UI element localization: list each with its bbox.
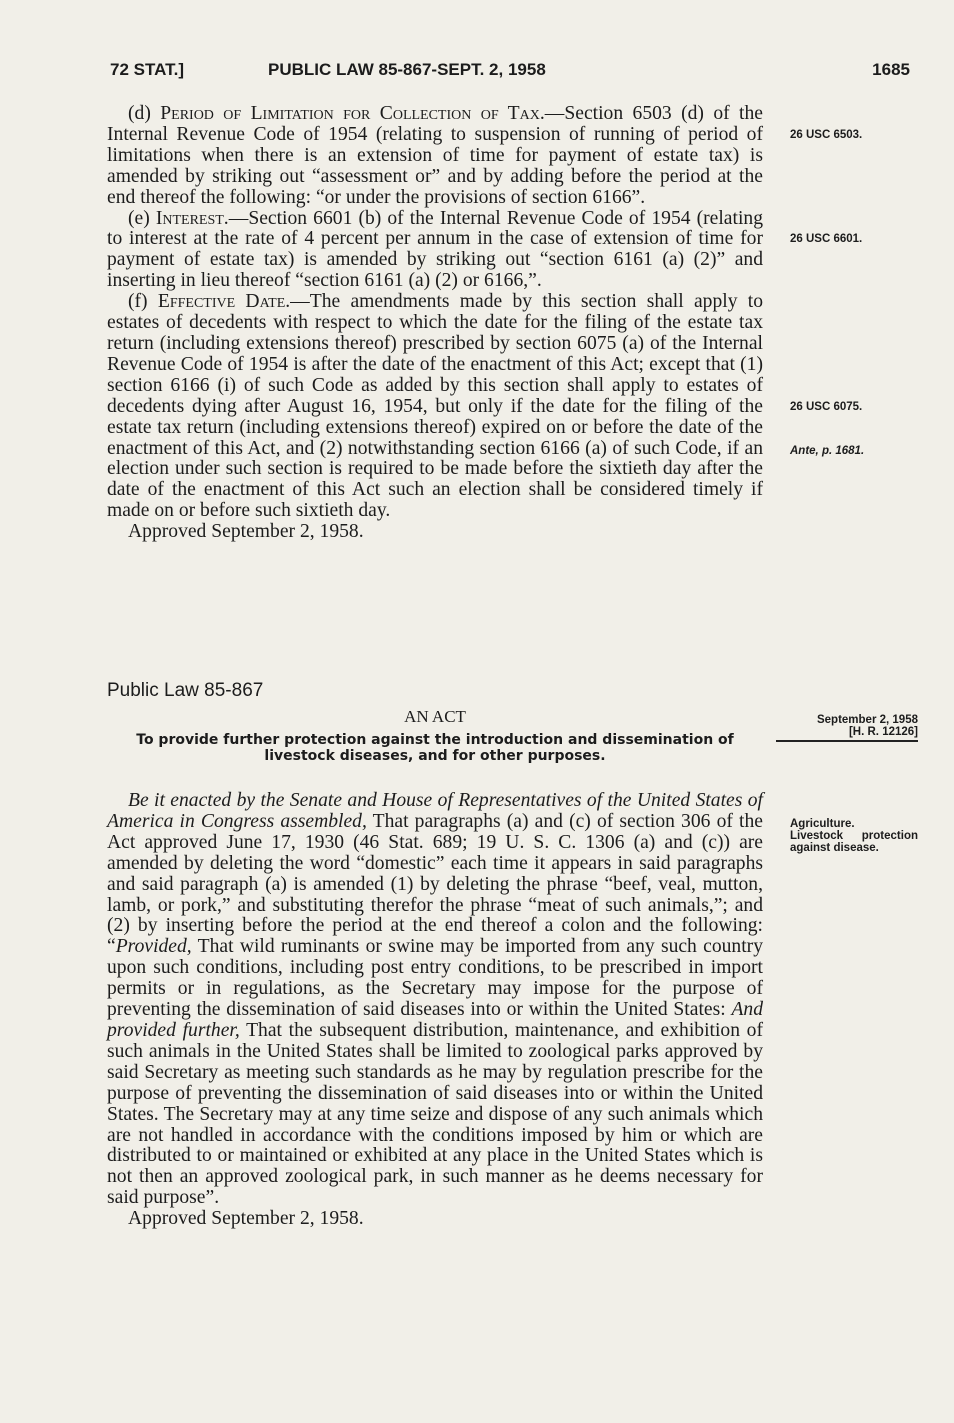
- section-f-heading: Effective Date.: [157, 291, 291, 313]
- enacting-paragraph: Be it enacted by the Senate and House of Representatives of the United States of America in Congress assembled, That paragraphs (a) and (c) of section 306 of the Act approved June 17, 1930 (46 Stat. 689; 19 U. S. C. 1306 (a) and (c)) are amended by deleting the word “domestic” each time it appears in said paragraphs and said paragraph (a) is amended (1) by deleting the phrase “beef, veal, mutton, lamb, or pork,” and substituting therefor the phrase “meat of such animals,”; and (2) by inserting before the period at the end thereof a colon and the following: “Provided, That wild ruminants or swine may be imported from any such country upon such conditions, including post entry conditions, to be prescribed in import permits or in regulations, as the Secretary may impose for the purpose of preventing the dissemination of said diseases into or within the United States: And provided further, That the subsequent distribution, maintenance, and exhibition of such animals in the United States shall be limited to zoological parks approved by said Secretary as meeting such standards as he may by regulation prescribe for the purpose of preventing the dissemination of said diseases into or within the United States. The Secretary may at any time seize and dispose of any such animals which are not handled in accordance with the conditions imposed by him or which are distributed to or maintained or exhibited at any place in the United States which is not then an approved zoological park, in such manner as he deems necessary for said purpose”.: [107, 790, 763, 1209]
- section-e-heading: Interest.: [155, 207, 229, 229]
- margin-note-agriculture: Agriculture. Livestock protection against disease.: [790, 818, 918, 854]
- margin-note-ante: Ante, p. 1681.: [790, 445, 865, 457]
- public-law-heading: Public Law 85-867: [107, 680, 264, 701]
- approval-line: Approved September 2, 1958.: [128, 1208, 364, 1230]
- bill-number: [H. R. 12126]: [848, 726, 918, 738]
- top-sections: [107, 104, 763, 543]
- running-title: PUBLIC LAW 85-867-SEPT. 2, 1958: [268, 60, 546, 79]
- margin-note-usc-6075: 26 USC 6075.: [790, 401, 863, 413]
- page-header: [110, 60, 910, 86]
- section-e: (e) Interest.—Section 6601 (b) of the Internal Revenue Code of 1954 (relating to interest at the rate of 4 percent per annum in the case of extension of time for payment of estate tax) is amended by striking out “section 6161 (a) (2)” and inserting in lieu thereof “section 6161 (a) (2) or 6166,”.: [107, 207, 763, 292]
- date-block: [776, 714, 918, 742]
- section-f: (f) Effective Date.—The amendments made by this section shall apply to estates of decedents with respect to which the date for the filing of the estate tax return (including extensions thereof) prescribed by section 6075 (a) of the Internal Revenue Code of 1954 is after the date of the enactment of this Act; except that (1) section 6166 (i) of such Code as added by this section shall apply to estates of decedents dying after August 16, 1954, but only if the date for the filing of the estate tax return (including extensions thereof) expired on or before the date of the enactment of this Act, and (2) notwithstanding section 6166 (a) of such Code, if an election under such section is required to be made before the sixtieth day after the date of the enactment of this Act such an election shall be considered timely if made on or before such sixtieth day.: [107, 291, 764, 522]
- section-d: (d) Period of Limitation for Collection of Tax.—Section 6503 (d) of the Internal Revenue Code of 1954 (relating to suspension of running of period of limitations when there is an extension of time for payment of estate tax) is amended by striking out “assessment or” and by adding before the period at the end thereof the following: “or under the provisions of section 6166”.: [107, 103, 763, 208]
- margin-note-usc-6503: 26 USC 6503.: [790, 129, 863, 141]
- enacting-section: [107, 791, 763, 1230]
- section-d-heading: Period of Limitation for Collection of Tax.: [160, 103, 545, 124]
- act-purpose: To provide further protection against the introduction and dissemination of livestock diseases, and for other purposes.: [136, 732, 734, 764]
- approval-line: Approved September 2, 1958.: [128, 521, 364, 543]
- enactment-date: September 2, 1958: [816, 714, 918, 726]
- page-number: 1685: [872, 60, 910, 79]
- enacting-clause: Be it enacted by the Senate and House of Representatives of the United States of America in Congress assembled,: [107, 790, 763, 832]
- an-act-heading: AN ACT: [404, 707, 466, 726]
- stat-reference: 72 STAT.]: [110, 60, 184, 79]
- margin-note-usc-6601: 26 USC 6601.: [790, 233, 863, 245]
